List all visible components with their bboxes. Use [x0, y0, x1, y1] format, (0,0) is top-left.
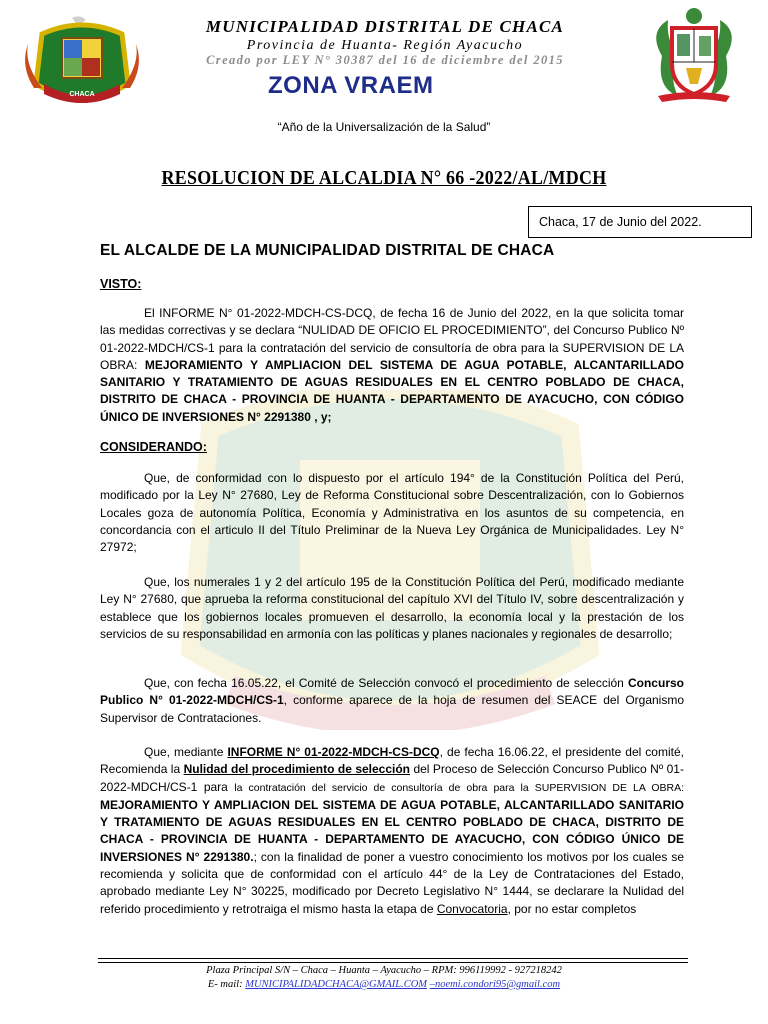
- considerando-text-4j: , por no estar completos: [507, 901, 637, 916]
- year-motto: “Año de la Universalización de la Salud”: [277, 120, 491, 134]
- nulidad-ref: Nulidad del procedimiento de selección: [183, 762, 411, 777]
- considerando-text-1: Que, de conformidad con lo dispuesto por el artículo 194° de la Constitución Política del Perú, modificado por la Ley N° 27680, Ley de Reforma Constitucional sobre Descentralización, con lo Gobiernos Locales goza de autonomía Política, Economía y Administrativa en los asuntos de su competencia, en concordancia con el articulo II del Título Preliminar de la Nueva Ley Orgánica de Municipalidades. Ley N° 27972;: [100, 471, 684, 555]
- authority-heading: EL ALCALDE DE LA MUNICIPALIDAD DISTRITAL DE CHACA: [100, 242, 555, 259]
- creation-law: Creado por LEY N° 30387 del 16 de diciembre del 2015: [206, 53, 564, 67]
- informe-ref: INFORME N° 01-2022-MDCH-CS-DCQ: [227, 745, 440, 759]
- considerando-paragraph-1: [100, 470, 684, 556]
- email-label: E- mail:: [207, 979, 246, 990]
- considerando-text-4h: ; con la finalidad de poner a vuestro conocimiento los motivos por los cuales se recomienda y solicita que de conformidad con el artículo 44° de la Ley de Contrataciones del Estado, aprobado mediante Ley N° 30225, modificado por Decreto Legislativo N° 1444, se declarare la Nulidad del referido procedimiento y retrotraiga el mismo hasta la etapa de: [100, 849, 685, 916]
- footer-divider-bottom: [98, 962, 688, 963]
- considerando-text-4c: , de fecha 16.06.22, el presidente del comité, Recomienda la: [100, 745, 684, 777]
- considerando-paragraph-2: [100, 574, 684, 643]
- visto-heading: VISTO:: [100, 277, 142, 291]
- resolution-title: RESOLUCION DE ALCALDIA N° 66 -2022/AL/MDCH: [161, 168, 607, 189]
- municipality-title: MUNICIPALIDAD DISTRITAL DE CHACA: [205, 17, 565, 36]
- considerando-text-4a: Que, mediante: [144, 745, 228, 759]
- visto-paragraph: [100, 305, 684, 426]
- date-box: Chaca, 17 de Junio del 2022.: [528, 206, 752, 238]
- personal-email-link[interactable]: –noemi.condori95@gmail.com: [429, 979, 561, 990]
- footer-divider-top: [98, 958, 688, 959]
- footer-address: Plaza Principal S/N – Chaca – Huanta – Ayacucho – RPM: 996119992 - 927218242: [206, 965, 562, 976]
- logo-left-year: 2015: [75, 99, 89, 104]
- considerando-text-3c: , conforme aparece de la hoja de resumen del SEACE del Organismo Supervisor de Contrataciones.: [100, 693, 685, 725]
- considerando-paragraph-3: [100, 675, 684, 727]
- considerando-text-3a: Que, con fecha 16.05.22, el Comité de Selección convocó el procedimiento de selección: [144, 676, 628, 690]
- considerando-text-4f: la contratación del servicio de consultoría de obra para la SUPERVISION DE LA OBRA:: [234, 781, 685, 794]
- considerando-text-4e: del Proceso de Selección Concurso Publico Nº 01-2022-MDCH/CS-1 para: [100, 762, 684, 794]
- peru-coat-of-arms: [644, 6, 744, 106]
- visto-text: El INFORME N° 01-2022-MDCH-CS-DCQ, de fecha 16 de Junio del 2022, en la que solicita tomar las medidas correctivas y se declara “NULIDAD DE OFICIO EL PROCEDIMIENTO”, del Concurso Publico Nº 01-2022-MDCH/CS-1 para la contratación del servicio de consultoría de obra para la SUPERVISION DE LA OBRA:: [100, 306, 684, 372]
- logo-left-text: CHACA: [69, 91, 95, 98]
- project-name-2: MEJORAMIENTO Y AMPLIACION DEL SISTEMA DE AGUA POTABLE, ALCANTARILLADO SANITARIO Y TRATAMIENTO DE AGUAS RESIDUALES EN EL CENTRO POBLADO DE CHACA, DISTRITO DE CHACA - PROVINCIA DE HUANTA - DEPARTAMENTO DE AYACUCHO, CON CÓDIGO ÚNICO DE INVERSIONES N° 2291380.: [100, 797, 684, 864]
- visto-project-name: MEJORAMIENTO Y AMPLIACION DEL SISTEMA DE AGUA POTABLE, ALCANTARILLADO SANITARIO Y TRATAMIENTO DE AGUAS RESIDUALES EN EL CENTRO POBLADO DE CHACA, DISTRITO DE CHACA - PROVINCIA DE HUANTA - DEPARTAMENTO DE AYACUCHO, CON CÓDIGO ÚNICO DE INVERSIONES N° 2291380 , y;: [100, 357, 684, 424]
- concurso-publico-ref: Concurso Publico N° 01-2022-MDCH/CS-1: [100, 676, 684, 708]
- footer-email-line: [0, 979, 768, 990]
- considerando-text-2: Que, los numerales 1 y 2 del artículo 195 de la Constitución Política del Perú, modificado mediante Ley N° 27680, que aprueba la reforma constitucional del capítulo XVI del Título IV, sobre descentralización y establece que los gobiernos locales promueven el desarrollo, la economía local y la prestación de los servicios de su responsabilidad en armonía con las políticas y planes nacionales y regionales de desarrollo;: [100, 575, 684, 641]
- convocatoria-ref: Convocatoria: [436, 901, 508, 916]
- municipal-logo: [22, 14, 142, 104]
- considerando-heading: CONSIDERANDO:: [100, 440, 207, 454]
- zona-vraem: ZONA VRAEM: [268, 72, 434, 99]
- province-subtitle: Provincia de Huanta- Región Ayacucho: [246, 38, 524, 53]
- municipality-email-link[interactable]: MUNICIPALIDADCHACA@GMAIL.COM: [245, 979, 428, 990]
- considerando-paragraph-4: [100, 744, 684, 918]
